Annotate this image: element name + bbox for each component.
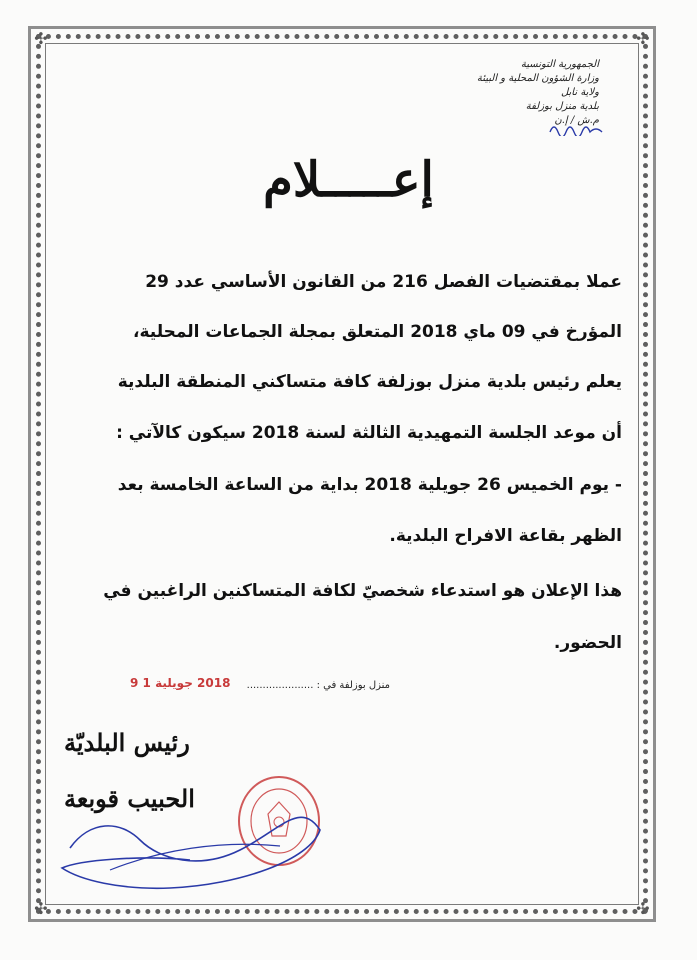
body-line: - يوم الخميس 26 جويلية 2018 بداية من الساعة الخامسة بعد — [117, 475, 622, 495]
body-line: الظهر بقاعة الافراح البلدية. — [389, 526, 622, 546]
corner-ornament-icon: ✣ — [636, 29, 650, 48]
corner-ornament-icon: ✣ — [34, 899, 48, 918]
body-line: المؤرخ في 09 ماي 2018 المتعلق بمجلة الجماعات المحلية، — [132, 322, 622, 342]
body-line: عملا بمقتضيات الفصل 216 من القانون الأساسي عدد 29 — [145, 272, 622, 292]
corner-ornament-icon: ✣ — [636, 899, 650, 918]
body-line: أن موعد الجلسة التمهيدية الثالثة لسنة 2018 سيكون كالآتي : — [116, 423, 622, 443]
reference-handwriting — [548, 120, 608, 136]
letterhead-line: وزارة الشؤون المحلية و البيئة — [476, 73, 599, 84]
signatory-name: الحبيب قوبعة — [64, 784, 195, 813]
body-line: الحضور. — [553, 633, 622, 653]
handwritten-signature — [50, 760, 350, 900]
date-stamp: 2018 جويلية 1 9 — [130, 676, 231, 690]
letterhead-line: الجمهورية التونسية — [520, 59, 599, 70]
signatory-title: رئيس البلديّة — [64, 728, 190, 757]
body-line: يعلم رئيس بلدية منزل بوزلفة كافة متساكني المنطقة البلدية — [117, 372, 622, 392]
corner-ornament-icon: ✣ — [34, 29, 48, 48]
letterhead-line: ولاية نابل — [560, 87, 599, 98]
date-line: منزل بوزلفة في : ..................... — [246, 680, 390, 691]
letterhead-line: م.ش / إ.ن — [554, 115, 599, 126]
body-line: هذا الإعلان هو استدعاء شخصيّ لكافة المتساكنين الراغبين في — [103, 581, 622, 601]
announcement-title: إعـــــلام — [263, 152, 434, 208]
letterhead — [399, 58, 599, 128]
letterhead-line: بلدية منزل بوزلفة — [525, 101, 599, 112]
